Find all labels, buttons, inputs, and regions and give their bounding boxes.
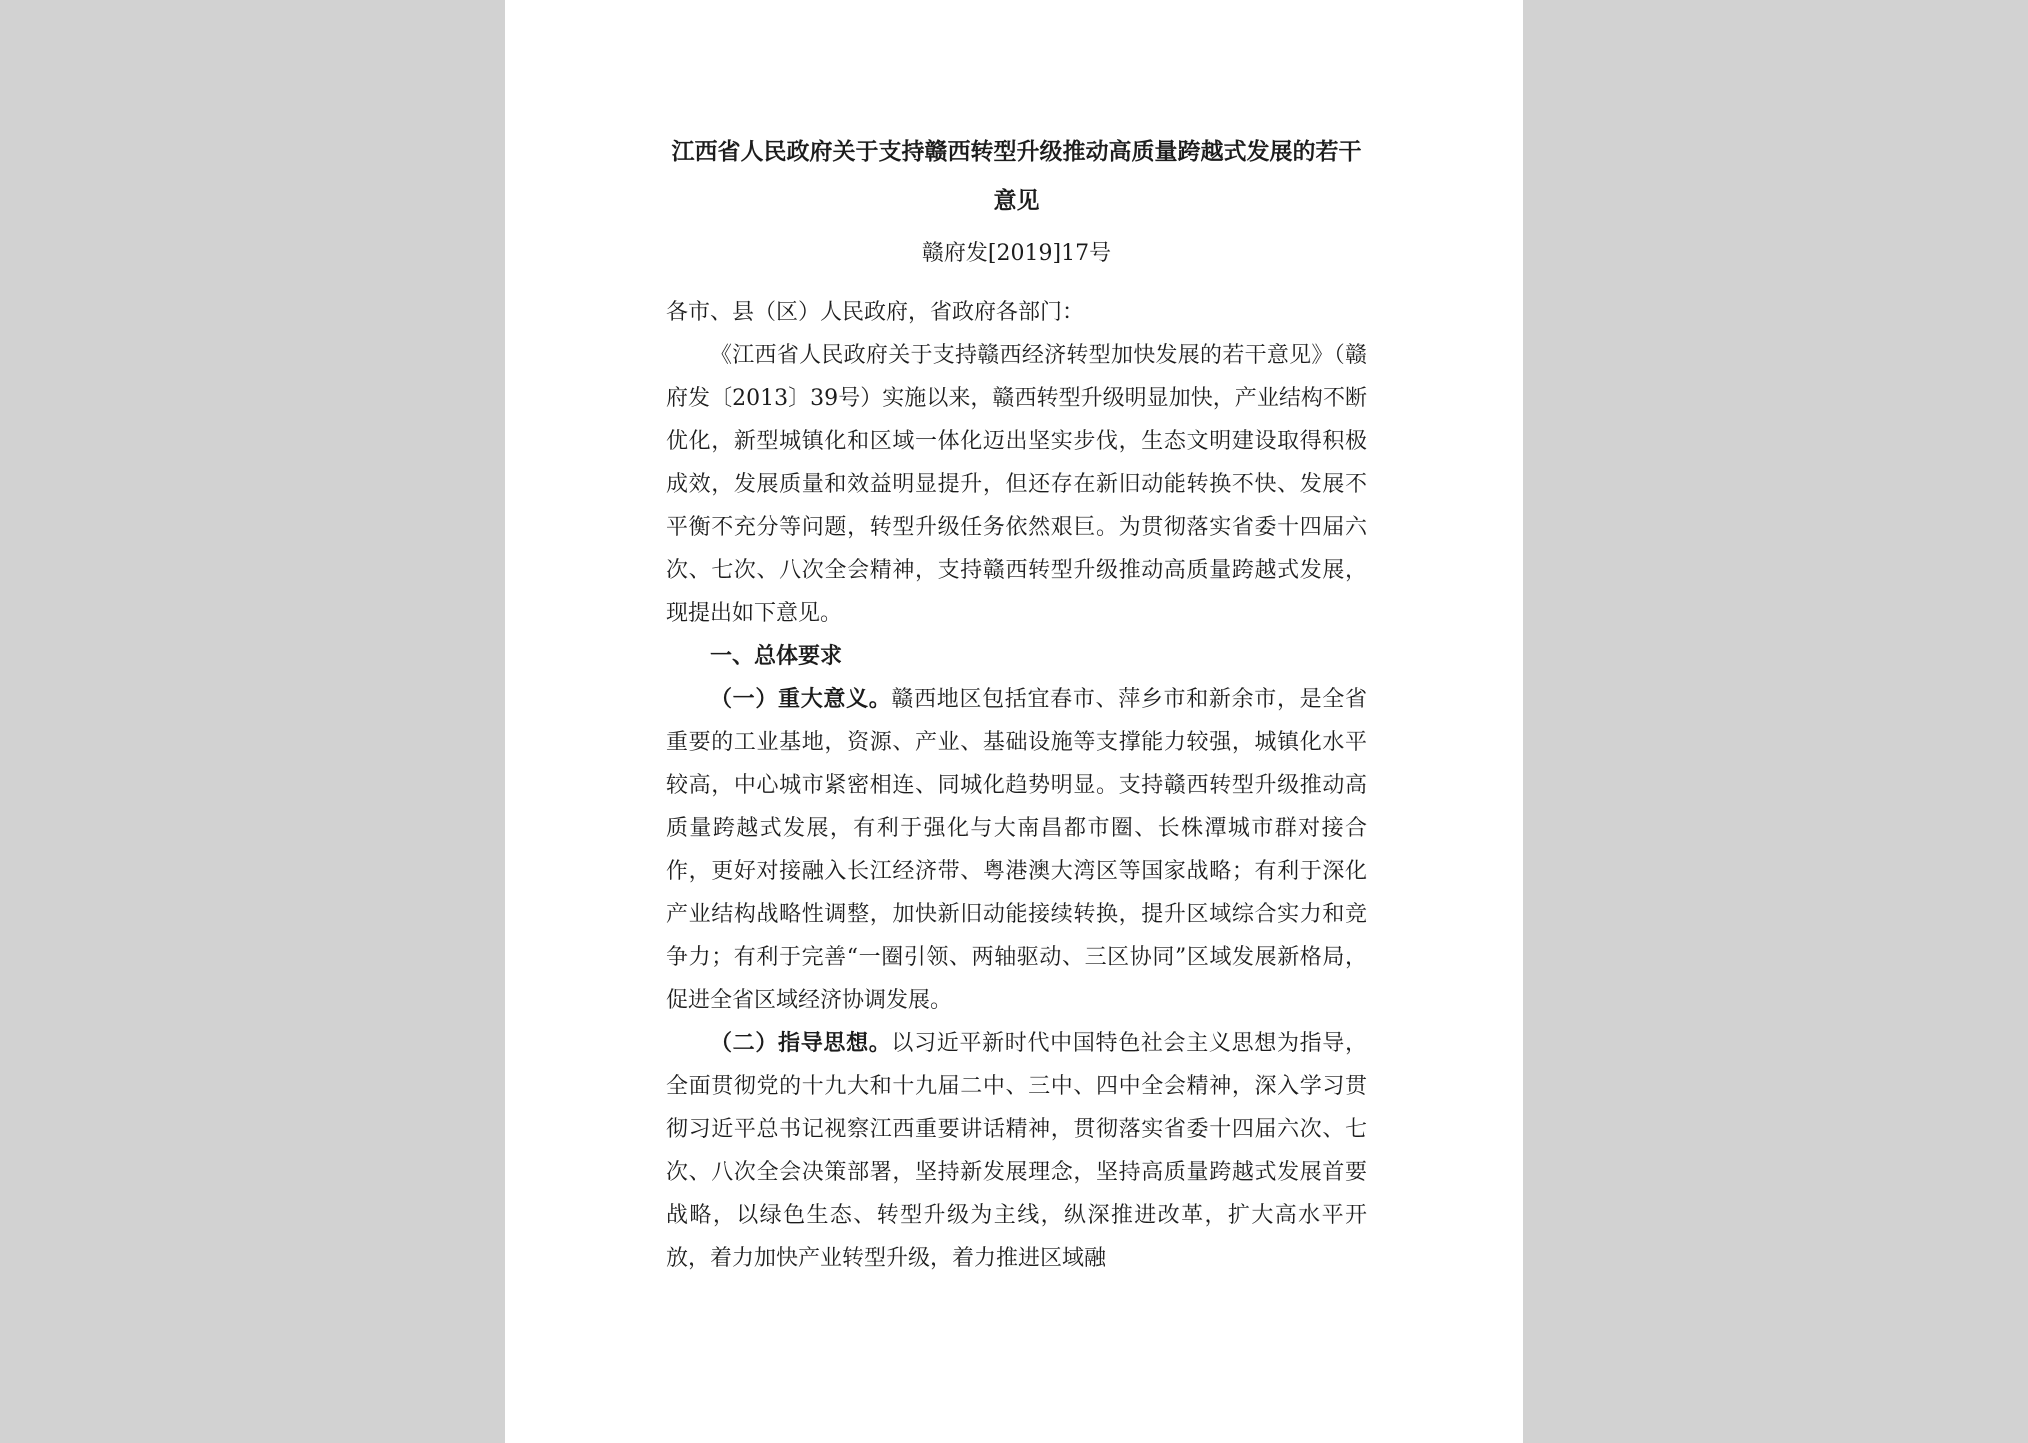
- salutation: 各市、县（区）人民政府，省政府各部门：: [666, 300, 1085, 325]
- document-number: 赣府发[2019]17号: [921, 241, 1112, 266]
- document-body: [666, 128, 1367, 1280]
- paragraph-lead-guiding-ideology: （二）指导思想。: [710, 1031, 892, 1056]
- paragraph-text-guiding-ideology: 以习近平新时代中国特色社会主义思想为指导，全面贯彻党的十九大和十九届二中、三中、四中全会精神，深入学习贯彻习近平总书记视察江西重要讲话精神，贯彻落实省委十四届六次、七次、八次全会决策部署，坚持新发展理念，坚持高质量跨越式发展首要战略，以绿色生态、转型升级为主线，纵深推进改革，扩大高水平开放，着力加快产业转型升级，着力推进区域融: [666, 1031, 1367, 1271]
- paragraph-lead-significance: （一）重大意义。: [710, 687, 892, 712]
- document-page: [505, 0, 1523, 1443]
- paragraph-text-significance: 赣西地区包括宜春市、萍乡市和新余市，是全省重要的工业基地，资源、产业、基础设施等支撑能力较强，城镇化水平较高，中心城市紧密相连、同城化趋势明显。支持赣西转型升级推动高质量跨越式发展，有利于强化与大南昌都市圈、长株潭城市群对接合作，更好对接融入长江经济带、粤港澳大湾区等国家战略；有利于深化产业结构战略性调整，加快新旧动能接续转换，提升区域综合实力和竞争力；有利于完善“一圈引领、两轴驱动、三区协同”区域发展新格局，促进全省区域经济协调发展。: [666, 687, 1367, 1013]
- document-title: 江西省人民政府关于支持赣西转型升级推动高质量跨越式发展的若干意见: [671, 139, 1362, 214]
- paragraph-significance: [666, 678, 1367, 1022]
- intro-paragraph: 《江西省人民政府关于支持赣西经济转型加快发展的若干意见》（赣府发〔2013〕39号）实施以来，赣西转型升级明显加快，产业结构不断优化，新型城镇化和区域一体化迈出坚实步伐，生态文明建设取得积极成效，发展质量和效益明显提升，但还存在新旧动能转换不快、发展不平衡不充分等问题，转型升级任务依然艰巨。为贯彻落实省委十四届六次、七次、八次全会精神，支持赣西转型升级推动高质量跨越式发展，现提出如下意见。: [666, 343, 1367, 626]
- section-heading-general-requirements: 一、总体要求: [710, 644, 843, 669]
- paragraph-guiding-ideology: [666, 1022, 1367, 1280]
